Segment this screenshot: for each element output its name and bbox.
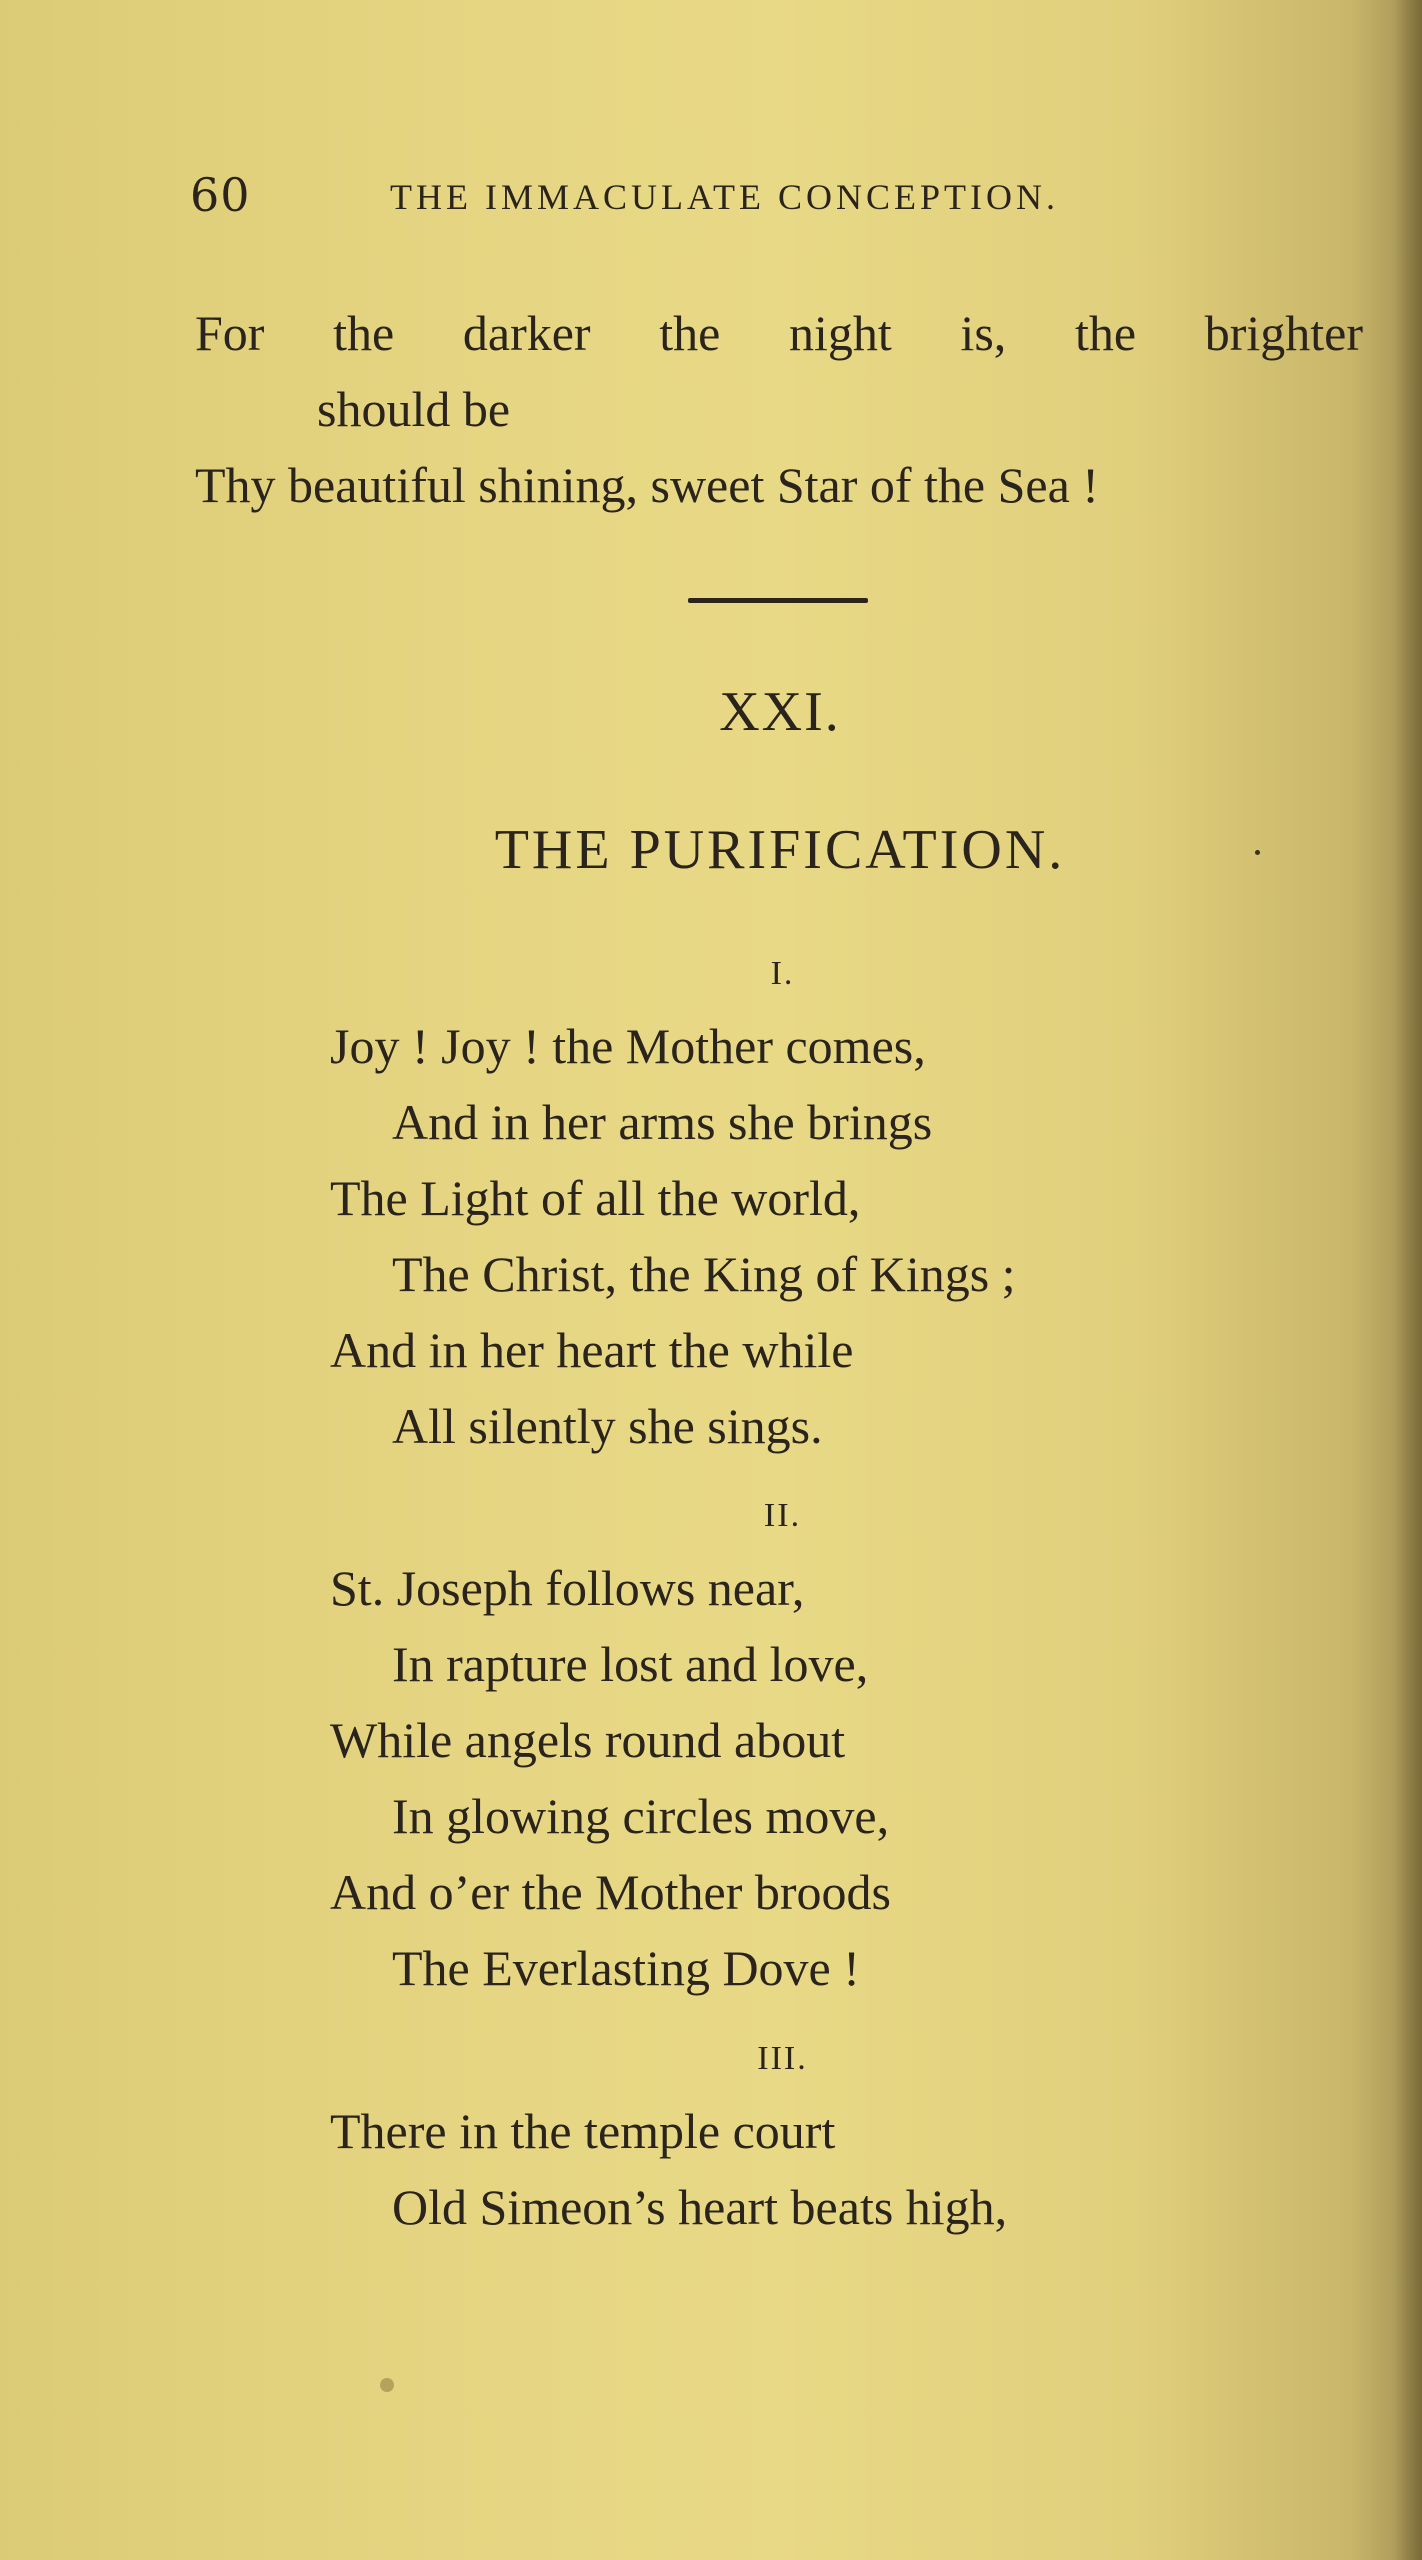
stanza-number: III. [757,2040,808,2077]
verse-line: While angels round about [330,1712,846,1768]
verse-word: is, [960,305,1007,361]
verse-word: the [659,305,721,361]
verse-line: And in her heart the while [330,1322,854,1378]
section-divider-rule [688,598,868,603]
verse-word: darker [462,305,591,361]
verse-line: Joy ! Joy ! the Mother comes, [330,1018,926,1074]
running-title: THE IMMACULATE CONCEPTION. [390,177,1059,217]
print-speck [1255,850,1260,855]
verse-word: night [788,305,892,361]
verse-line: Thy beautiful shining, sweet Star of the Sea ! [195,457,1099,513]
verse-line: There in the temple court [330,2103,836,2159]
section-title: THE PURIFICATION. [494,819,1066,881]
verse-line: The Light of all the world, [330,1170,861,1226]
verse-word: brighter [1204,305,1363,361]
stanza-number: II. [763,1497,802,1534]
verse-word: the [333,305,395,361]
page-number: 60 [190,168,251,222]
stanza-1 [330,1008,1330,1464]
verse-line: The Christ, the King of Kings ; [392,1246,1016,1302]
stanza-2 [330,1550,1330,2006]
verse-line: All silently she sings. [392,1398,823,1454]
verse-word: the [1074,305,1137,361]
verse-line [195,295,1363,371]
verse-line: Old Simeon’s heart beats high, [392,2179,1008,2235]
paper-stain [380,2378,394,2392]
section-number: XXI. [719,681,841,743]
continued-verse [195,295,1375,523]
page-edge-shadow [1394,0,1422,2560]
stanza-3 [330,2093,1330,2245]
stanza-number: I. [770,955,795,992]
running-header [190,168,1190,228]
verse-line: In glowing circles move, [392,1788,890,1844]
verse-line: And o’er the Mother broods [330,1864,891,1920]
verse-line: St. Joseph follows near, [330,1560,805,1616]
verse-line: The Everlasting Dove ! [392,1940,860,1996]
verse-line: should be [317,381,511,437]
verse-word: For [195,305,265,361]
verse-line: In rapture lost and love, [392,1636,869,1692]
verse-line: And in her arms she brings [392,1094,933,1150]
